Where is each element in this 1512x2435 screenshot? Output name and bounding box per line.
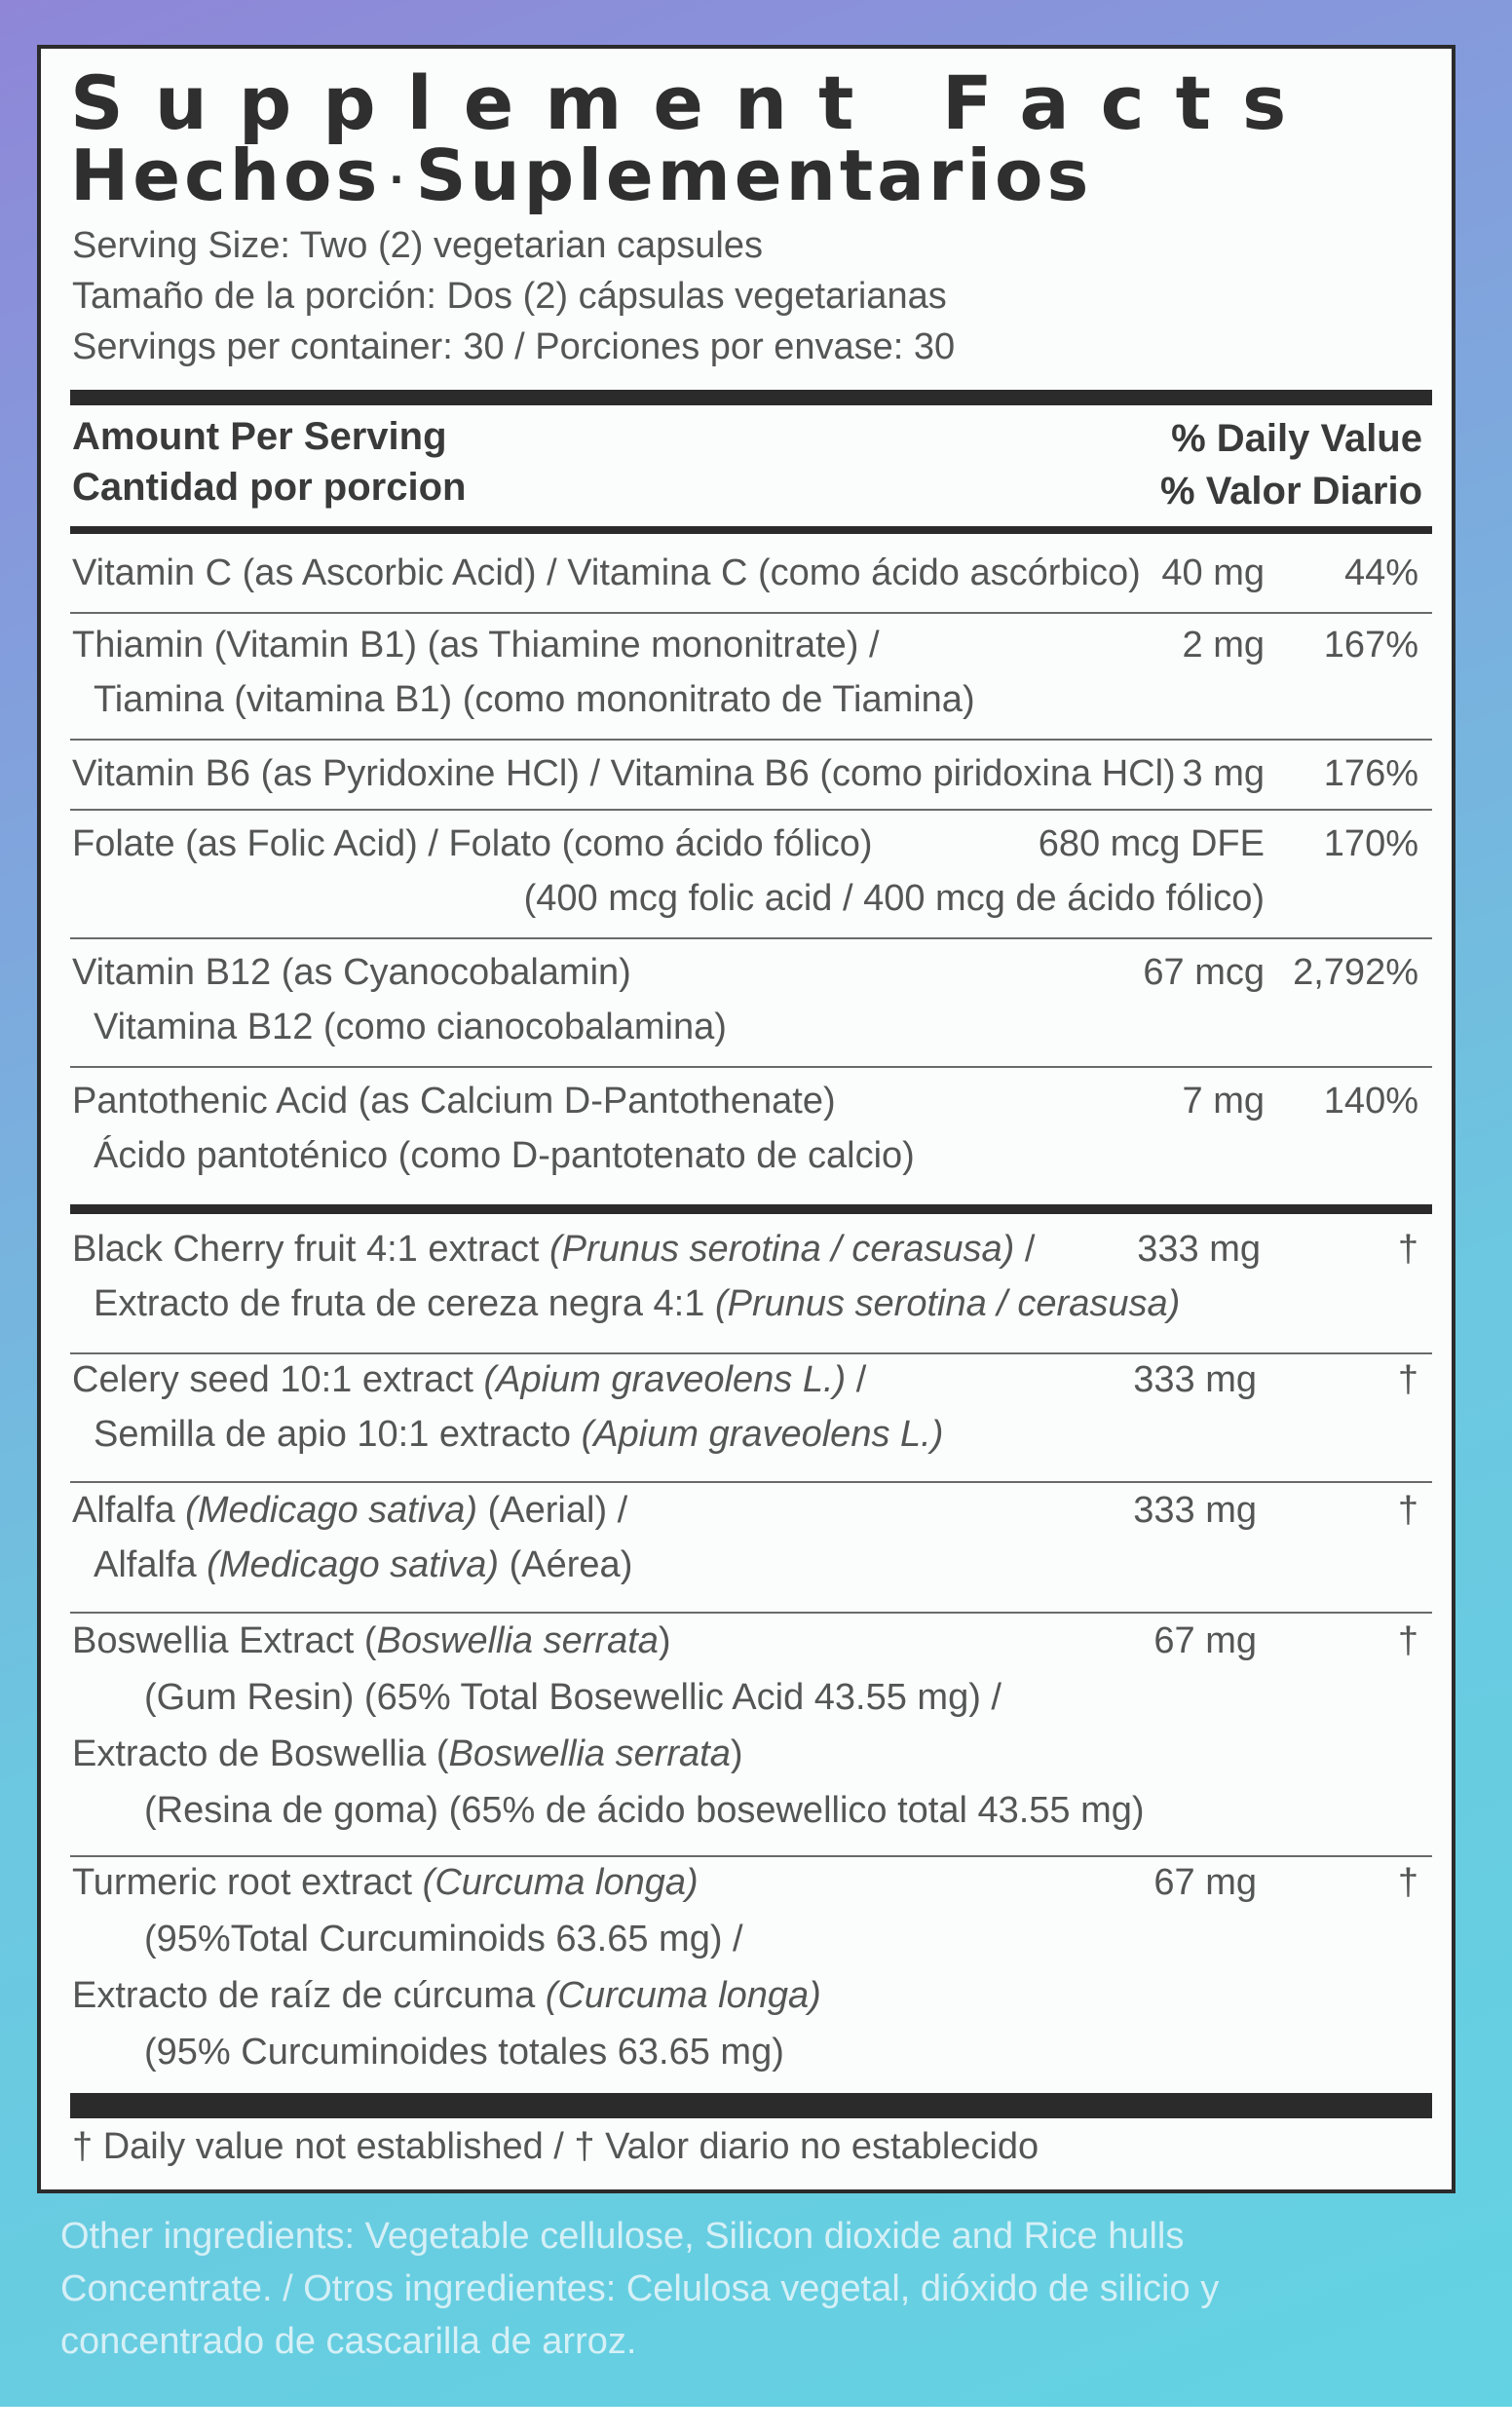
supplement-facts-panel xyxy=(37,45,1455,2193)
ingredient-detail-es: (95% Curcuminoides totales 63.65 mg) xyxy=(144,2032,784,2073)
nutrient-name: Vitamin B6 (as Pyridoxine HCl) / Vitamina B6 (como piridoxina HCl) xyxy=(72,753,1176,794)
ingredient-name: Boswellia Extract (Boswellia serrata) xyxy=(72,1620,671,1661)
other-ingredients xyxy=(60,2210,1463,2368)
divider-medium xyxy=(70,526,1432,534)
nutrient-name: Folate (as Folic Acid) / Folato (como ácido fólico) xyxy=(72,823,873,864)
nutrient-amount: 2 mg xyxy=(1182,625,1265,666)
amount-per-serving-es: Cantidad por porcion xyxy=(72,466,467,509)
ingredient-dv: † xyxy=(1397,1862,1418,1903)
other-ingredients-line: concentrado de cascarilla de arroz. xyxy=(60,2321,637,2362)
daily-value-header-es: % Valor Diario xyxy=(1160,470,1422,513)
serving-size-es: Tamaño de la porción: Dos (2) cápsulas vegetarianas xyxy=(72,276,947,317)
nutrient-name-es: Tiamina (vitamina B1) (como mononitrato de Tiamina) xyxy=(94,679,975,720)
nutrient-amount: 7 mg xyxy=(1182,1081,1265,1122)
title-es xyxy=(70,134,1093,217)
divider-thick xyxy=(70,390,1432,405)
ingredient-name-es: Extracto de Boswellia (Boswellia serrata) xyxy=(72,1733,743,1774)
ingredient-amount: 67 mg xyxy=(1153,1862,1257,1903)
ingredient-name: Alfalfa (Medicago sativa) (Aerial) / xyxy=(72,1490,628,1531)
nutrient-amount: 40 mg xyxy=(1161,552,1265,593)
ingredient-dv: † xyxy=(1397,1490,1418,1531)
nutrient-amount: 67 mcg xyxy=(1143,952,1265,993)
nutrient-dv: 2,792% xyxy=(1293,952,1418,993)
row-divider xyxy=(70,612,1432,614)
title-separator: · xyxy=(389,158,408,204)
ingredient-name: Turmeric root extract (Curcuma longa) xyxy=(72,1862,699,1903)
ingredient-dv: † xyxy=(1397,1359,1418,1400)
ingredient-detail-es: (Resina de goma) (65% de ácido bosewellico total 43.55 mg) xyxy=(144,1790,1145,1831)
title-en: Supplement Facts xyxy=(70,59,1318,146)
servings-per-container: Servings per container: 30 / Porciones por envase: 30 xyxy=(72,326,956,367)
nutrient-name: Vitamin C (as Ascorbic Acid) / Vitamina C (como ácido ascórbico) xyxy=(72,552,1141,593)
ingredient-amount: 333 mg xyxy=(1133,1359,1257,1400)
divider-thick xyxy=(70,2093,1432,2118)
ingredient-name-es: Extracto de fruta de cereza negra 4:1 (Prunus serotina / cerasusa) xyxy=(94,1283,1181,1324)
nutrient-dv: 176% xyxy=(1323,753,1418,794)
nutrient-dv: 44% xyxy=(1343,552,1418,593)
ingredient-dv: † xyxy=(1397,1229,1418,1270)
serving-size-en: Serving Size: Two (2) vegetarian capsules xyxy=(72,225,763,266)
bottom-margin xyxy=(0,2407,1512,2435)
ingredient-amount: 333 mg xyxy=(1133,1490,1257,1531)
ingredient-detail: (Gum Resin) (65% Total Bosewellic Acid 43.55 mg) / xyxy=(144,1677,1002,1718)
footnote: † Daily value not established / † Valor diario no establecido xyxy=(72,2126,1040,2167)
ingredient-name-es: Alfalfa (Medicago sativa) (Aérea) xyxy=(94,1544,633,1585)
ingredient-name: Black Cherry fruit 4:1 extract (Prunus serotina / cerasusa) / xyxy=(72,1229,1036,1270)
ingredient-name-es: Semilla de apio 10:1 extracto (Apium graveolens L.) xyxy=(94,1414,944,1455)
ingredient-dv: † xyxy=(1397,1620,1418,1661)
ingredient-name: Celery seed 10:1 extract (Apium graveolens L.) / xyxy=(72,1359,867,1400)
nutrient-name-es: Vitamina B12 (como cianocobalamina) xyxy=(94,1007,727,1047)
nutrient-name-es: (400 mcg folic acid / 400 mcg de ácido fólico) xyxy=(523,878,1265,919)
row-divider xyxy=(70,739,1432,741)
title-es-word2: Suplementarios xyxy=(415,134,1093,216)
divider-medium xyxy=(70,1204,1432,1214)
nutrient-dv: 167% xyxy=(1323,625,1418,666)
row-divider xyxy=(70,937,1432,939)
ingredient-amount: 67 mg xyxy=(1153,1620,1257,1661)
other-ingredients-line: Concentrate. / Otros ingredientes: Celulosa vegetal, dióxido de silicio y xyxy=(60,2268,1220,2309)
title-es-word1: Hechos xyxy=(70,134,382,216)
nutrient-amount: 3 mg xyxy=(1182,753,1265,794)
other-ingredients-line: Other ingredients: Vegetable cellulose, Silicon dioxide and Rice hulls xyxy=(60,2216,1185,2257)
nutrient-dv: 140% xyxy=(1323,1081,1418,1122)
nutrient-name: Pantothenic Acid (as Calcium D-Pantothenate) xyxy=(72,1081,836,1122)
nutrient-amount: 680 mcg DFE xyxy=(1038,823,1265,864)
nutrient-dv: 170% xyxy=(1323,823,1418,864)
amount-per-serving-en: Amount Per Serving xyxy=(72,415,447,458)
ingredient-amount: 333 mg xyxy=(1137,1229,1261,1270)
nutrient-name-es: Ácido pantoténico (como D-pantotenato de calcio) xyxy=(94,1135,915,1176)
ingredient-detail: (95%Total Curcuminoids 63.65 mg) / xyxy=(144,1919,743,1959)
ingredient-name-es: Extracto de raíz de cúrcuma (Curcuma longa) xyxy=(72,1975,821,2016)
nutrient-name: Vitamin B12 (as Cyanocobalamin) xyxy=(72,952,631,993)
daily-value-header-en: % Daily Value xyxy=(1171,417,1422,460)
nutrient-name: Thiamin (Vitamin B1) (as Thiamine mononitrate) / xyxy=(72,625,880,666)
row-divider xyxy=(70,1066,1432,1068)
row-divider xyxy=(70,809,1432,811)
